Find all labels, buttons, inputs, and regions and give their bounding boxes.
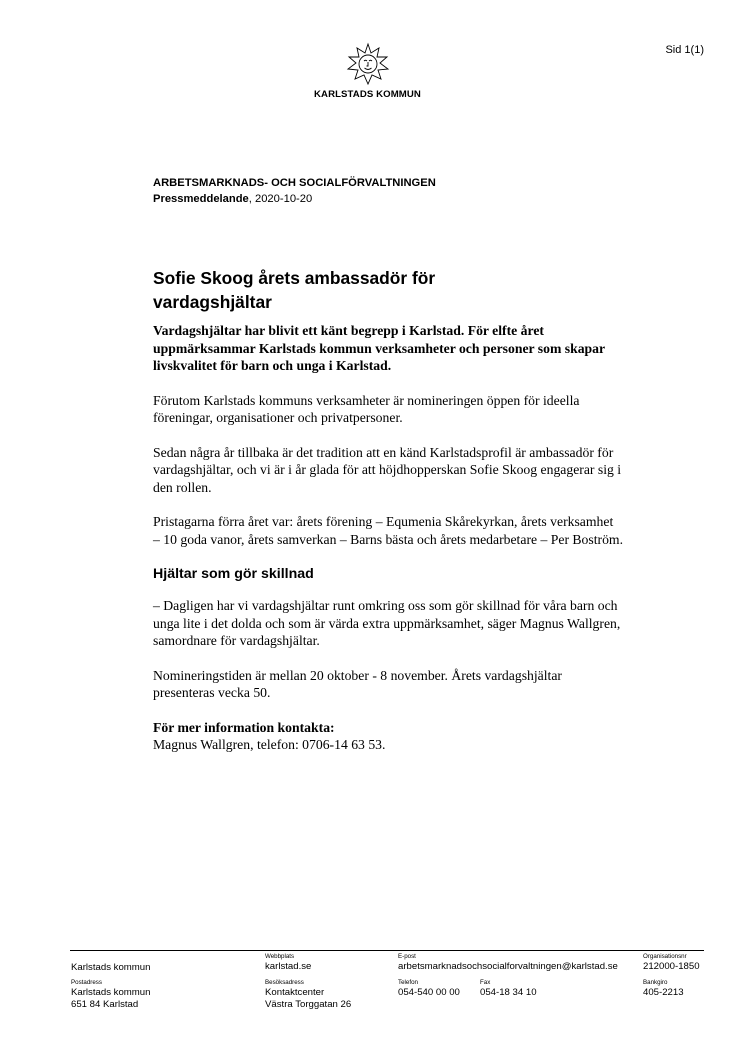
release-date: , 2020-10-20 <box>248 193 313 205</box>
contact-block <box>153 719 623 754</box>
department-name: ARBETSMARKNADS- OCH SOCIALFÖRVALTNINGEN <box>153 177 436 189</box>
contact-text: Magnus Wallgren, telefon: 0706-14 63 53. <box>153 737 386 752</box>
page-number: Sid 1(1) <box>665 44 704 56</box>
paragraph: Förutom Karlstads kommuns verksamheter är nomineringen öppen för ideella föreningar, organisationer och privatpersoner. <box>153 392 580 425</box>
footer-visit-label: Besöksadress <box>265 979 304 986</box>
release-line <box>153 191 436 207</box>
footer-org-name: Karlstads kommun <box>71 962 151 973</box>
footer-divider <box>70 950 704 951</box>
logo-text: KARLSTADS KOMMUN <box>314 89 421 100</box>
paragraph: Nomineringstiden är mellan 20 oktober - 8 november. Årets vardagshjältar presenteras vecka 50. <box>153 667 562 700</box>
footer-bankgiro-value: 405-2213 <box>643 987 684 998</box>
headline <box>153 266 573 314</box>
headline-line-2: vardagshjältar <box>153 292 272 312</box>
ingress: Vardagshjältar har blivit ett känt begrepp i Karlstad. För elfte året uppmärksammar Karlstads kommun verksamheter och personer som skapar livskvalitet för barn och unga i Karlstad. <box>153 323 605 373</box>
footer-postal-label: Postadress <box>71 979 102 986</box>
footer-fax-label: Fax <box>480 979 491 986</box>
subheading: Hjältar som gör skillnad <box>153 566 314 582</box>
footer-orgnr-label: Organisationsnr <box>643 953 687 960</box>
footer-visit-line-1: Kontaktcenter <box>265 987 325 998</box>
paragraph: Pristagarna förra året var: årets förening – Equmenia Skårekyrkan, årets verksamhet – 10 goda vanor, årets samverkan – Barns bästa och årets medarbetare – Per Boström. <box>153 514 623 547</box>
release-kind: Pressmeddelande <box>153 193 249 205</box>
article-body <box>153 322 623 754</box>
sun-face-icon <box>346 42 390 86</box>
footer-postal-line-1: Karlstads kommun <box>71 987 151 998</box>
footer-phone-value: 054-540 00 00 <box>398 987 460 998</box>
footer-postal-line-2: 651 84 Karlstad <box>71 998 139 1010</box>
header-block <box>153 175 436 207</box>
footer-web-link[interactable]: karlstad.se <box>265 961 312 972</box>
headline-line-1: Sofie Skoog årets ambassadör för <box>153 268 436 288</box>
quote-paragraph: – Dagligen har vi vardagshjältar runt omkring oss som gör skillnad för våra barn och unga lite i det dolda och som är värda extra uppmärksamhet, säger Magnus Wallgren, samordnare för vardagshjältar. <box>153 598 621 648</box>
footer-visit-line-2: Västra Torggatan 26 <box>265 998 352 1010</box>
footer-bankgiro-label: Bankgiro <box>643 979 668 986</box>
footer-web-label: Webbplats <box>265 953 295 960</box>
footer-fax-value: 054-18 34 10 <box>480 987 537 998</box>
contact-heading: För mer information kontakta: <box>153 719 335 735</box>
footer-email-label: E-post <box>398 953 416 960</box>
paragraph: Sedan några år tillbaka är det tradition att en känd Karlstadsprofil är ambassadör för vardagshjältar, och vi är i år glada för att höjdhopperskan Sofie Skoog engagerar sig i den rollen. <box>153 444 622 495</box>
footer-email-link[interactable]: arbetsmarknadsochsocialforvaltningen@karlstad.se <box>398 961 618 972</box>
footer-orgnr-value: 212000-1850 <box>643 961 700 972</box>
municipality-logo <box>300 42 435 100</box>
footer-phone-label: Telefon <box>398 979 418 986</box>
